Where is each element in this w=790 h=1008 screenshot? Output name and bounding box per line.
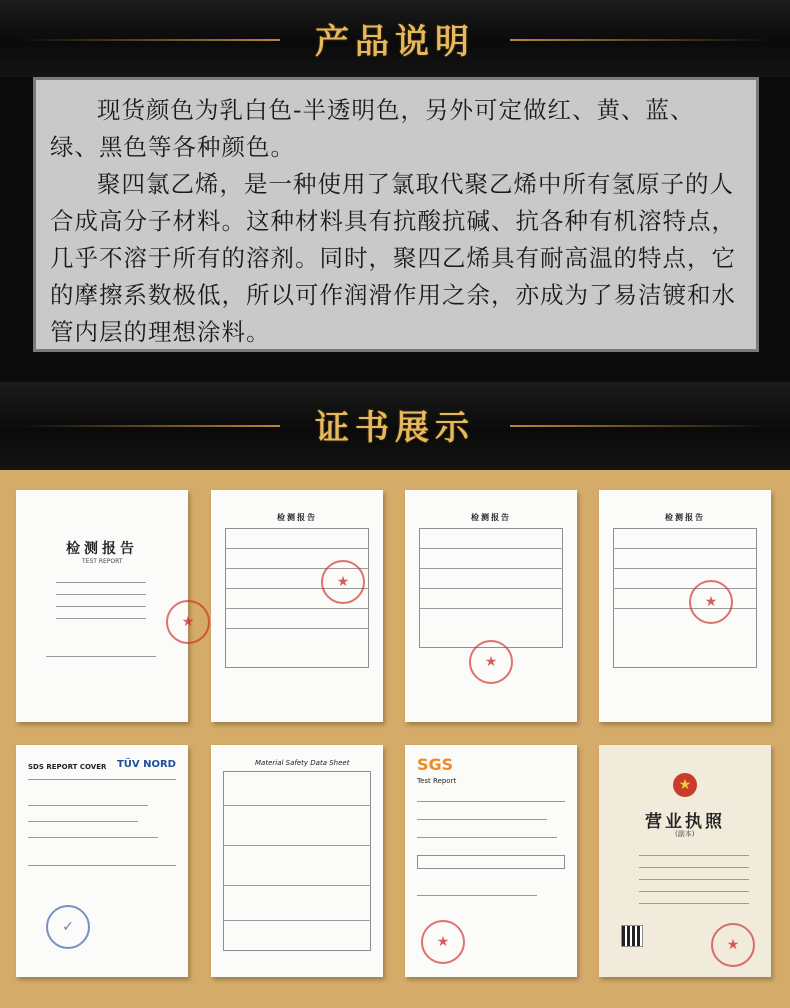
description-paragraph-2: 聚四氯乙烯，是一种使用了氯取代聚乙烯中所有氢原子的人合成高分子材料。这种材料具有抗酸抗碱、抗各种有机溶特点，几乎不溶于所有的溶剂。同时，聚四乙烯具有耐高温的特点，它的摩擦系数极低，所以可作润滑作用之余，亦成为了易洁镀和水管内层的理想涂料。 <box>50 170 736 346</box>
certificate-5[interactable] <box>16 745 188 977</box>
cert-7-line <box>417 801 565 802</box>
title-line-left-2 <box>20 425 280 427</box>
cert-4-seal-icon: ★ <box>689 580 733 624</box>
cert-5-line <box>28 821 138 822</box>
cert-6-row <box>223 845 371 846</box>
cert-3-title: 检测报告 <box>471 513 511 522</box>
certificate-8[interactable] <box>599 745 771 977</box>
cert-1-seal-icon: ★ <box>166 600 210 644</box>
cert-2-row <box>225 608 369 609</box>
title-line-right <box>510 39 770 41</box>
cert-7-seal-icon: ★ <box>421 920 465 964</box>
product-title-row <box>0 14 790 64</box>
cert-1-subtitle: TEST REPORT <box>82 558 123 565</box>
cert-6-row <box>223 920 371 921</box>
cert-2-title: 检测报告 <box>277 513 317 522</box>
certificate-4[interactable] <box>599 490 771 722</box>
cert-8-line <box>639 855 749 856</box>
cert-3-row <box>419 588 563 589</box>
cert-8-line <box>639 891 749 892</box>
cert-8-line <box>639 867 749 868</box>
cert-8-seal-icon: ★ <box>711 923 755 967</box>
cert-6-row <box>223 805 371 806</box>
description-paragraph-1: 现货颜色为乳白色-半透明色，另外可定做红、黄、蓝、绿、黑色等各种颜色。 <box>50 96 695 161</box>
cert-4-row <box>613 548 757 549</box>
cert-2-row <box>225 628 369 629</box>
cert-7-line <box>417 837 557 838</box>
title-line-left <box>20 39 280 41</box>
cert-5-title: SDS REPORT COVER <box>28 763 107 771</box>
cert-1-line <box>56 618 146 619</box>
cert-3-row <box>419 608 563 609</box>
cert-6-title: Material Safety Data Sheet <box>255 759 350 767</box>
national-emblem-icon: ★ <box>673 773 697 797</box>
cert-8-line <box>639 879 749 880</box>
certificate-6[interactable] <box>211 745 383 977</box>
cert-6-row <box>223 885 371 886</box>
cert-7-line <box>417 895 537 896</box>
sgs-logo-icon: SGS <box>417 755 454 774</box>
certificate-1[interactable] <box>16 490 195 722</box>
qr-code-icon <box>621 925 643 947</box>
cert-1-title: 检测报告 <box>66 541 138 557</box>
cert-4-row <box>613 588 757 589</box>
cert-1-line <box>56 606 146 607</box>
title-line-right-2 <box>510 425 770 427</box>
cert-3-row <box>419 548 563 549</box>
cert-4-row <box>613 608 757 609</box>
cert-1-line <box>56 582 146 583</box>
cert-5-line <box>28 865 176 866</box>
certificate-7[interactable] <box>405 745 577 977</box>
cert-2-seal-icon: ★ <box>321 560 365 604</box>
cert-7-line <box>417 819 547 820</box>
certificate-section-title: 证书展示 <box>315 408 475 448</box>
cert-4-title: 检测报告 <box>665 513 705 522</box>
tuv-logo-icon: TÜV NORD <box>116 759 176 770</box>
cert-8-line <box>639 903 749 904</box>
cert-1-line <box>56 594 146 595</box>
cert-1-line <box>46 656 156 657</box>
cert-4-table <box>613 528 757 668</box>
cert-8-subtitle: (副本) <box>675 830 695 838</box>
certificate-3[interactable] <box>405 490 577 722</box>
cert-5-line <box>28 837 158 838</box>
product-section-title: 产品说明 <box>315 22 475 62</box>
cert-3-row <box>419 568 563 569</box>
cert-7-table <box>417 855 565 869</box>
cert-5-stamp-icon: ✓ <box>46 905 90 949</box>
product-description-box <box>33 77 759 352</box>
cert-7-title: Test Report <box>417 777 457 785</box>
cert-2-row <box>225 548 369 549</box>
cert-5-line <box>28 779 176 780</box>
certificate-title-row <box>0 400 790 450</box>
cert-6-table <box>223 771 371 951</box>
cert-4-row <box>613 568 757 569</box>
cert-3-seal-icon: ★ <box>469 640 513 684</box>
cert-5-line <box>28 805 148 806</box>
certificate-2[interactable] <box>211 490 383 722</box>
certificate-gallery <box>0 470 790 1008</box>
cert-8-title: 营业执照 <box>645 812 725 832</box>
